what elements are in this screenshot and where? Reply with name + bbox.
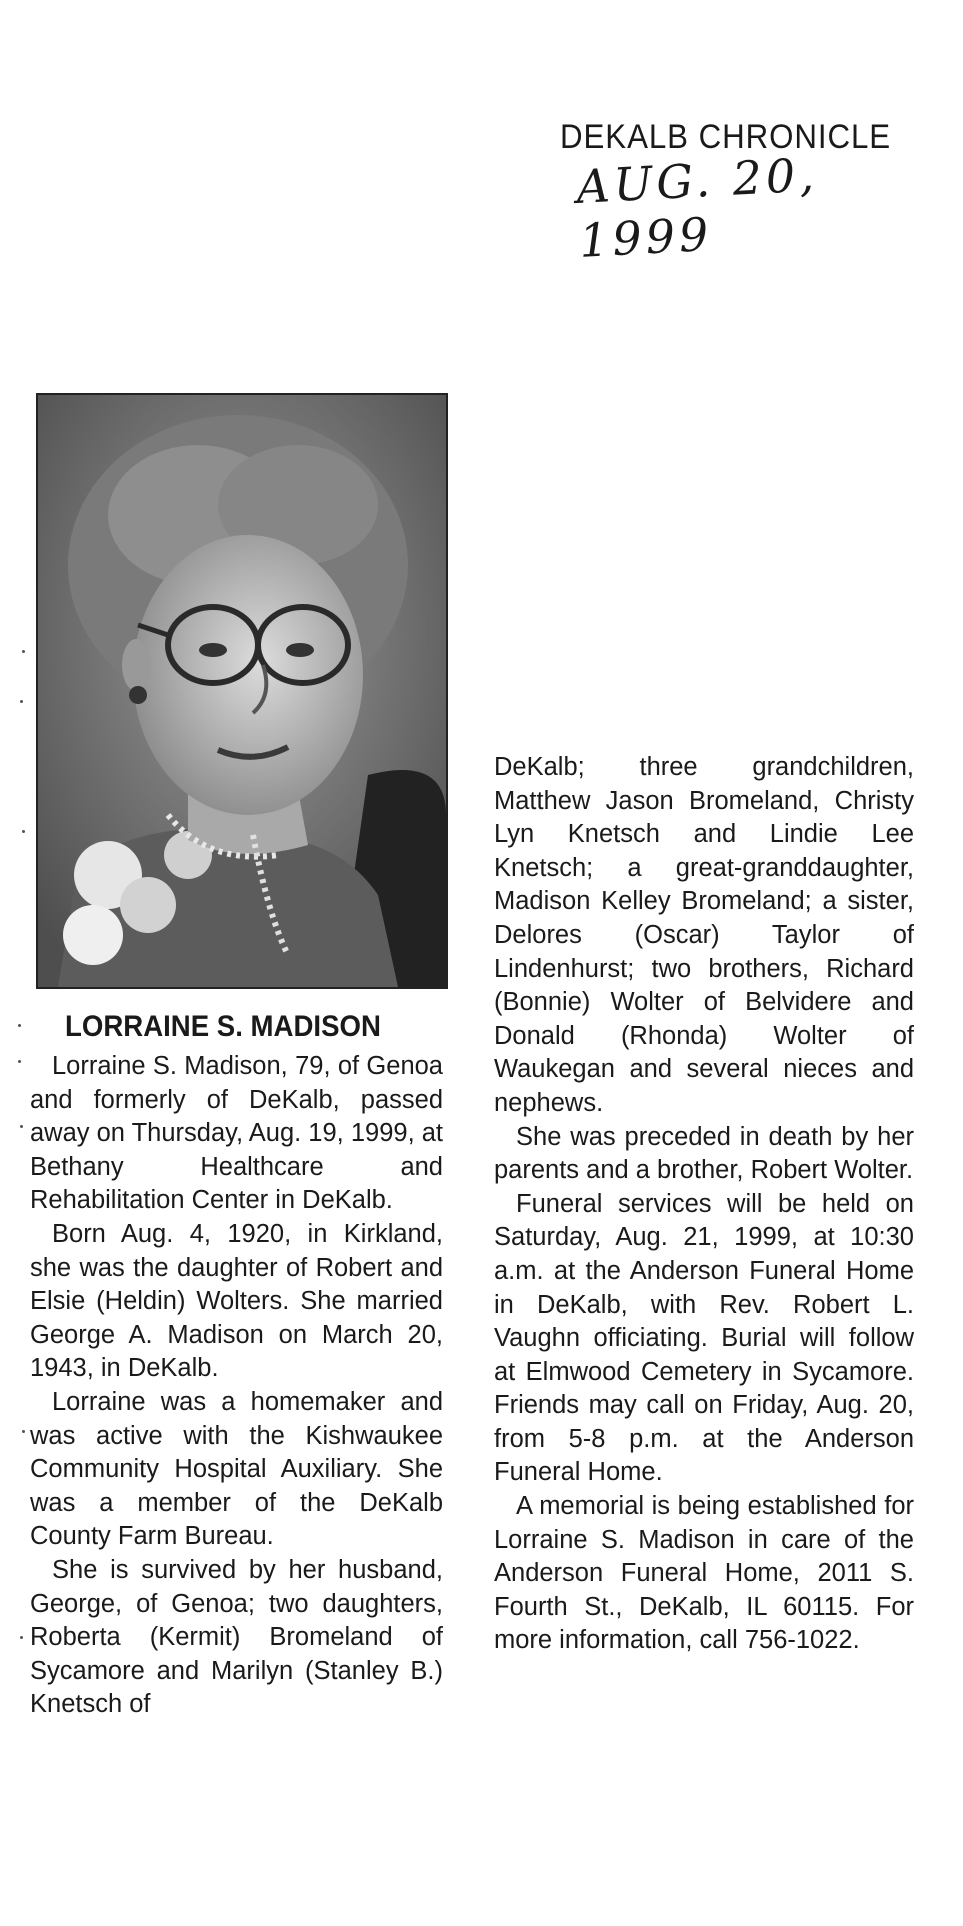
paragraph: She is survived by her husband, George, of Genoa; two daughters, Roberta (Kermit) Bromeland of Sycamore and Marilyn (Stanley B.) Knetsch of — [30, 1555, 443, 1719]
paragraph: Lorraine S. Madison, 79, of Genoa and formerly of DeKalb, passed away on Thursday, Aug. 19, 1999, at Bethany Healthcare and Rehabilitation Center in DeKalb. — [30, 1052, 444, 1215]
publication-name: DEKALB CHRONICLE — [560, 118, 892, 156]
obituary-title: LORRAINE S. MADISON — [65, 1010, 381, 1043]
paragraph: Born Aug. 4, 1920, in Kirkland, she was the daughter of Robert and Elsie (Heldin) Wolters. She married George A. Madison on March 20, 1943, in DeKalb. — [30, 1219, 443, 1383]
scan-speck — [18, 1024, 21, 1027]
portrait-illustration — [38, 395, 446, 987]
portrait-photo — [36, 393, 448, 989]
handwritten-date: AUG. 20, 1999 — [575, 147, 819, 268]
scan-speck — [20, 1636, 23, 1639]
left-column — [30, 1050, 443, 1722]
right-column — [494, 751, 914, 1658]
scan-speck — [22, 830, 25, 833]
scan-speck — [20, 700, 23, 703]
scan-speck — [22, 1430, 25, 1433]
paragraph: DeKalb; three grandchildren, Matthew Jason Bromeland, Christy Lyn Knetsch and Lindie Lee Knetsch; a great-granddaughter, Madison Kelley Bromeland; a sister, Delores (Oscar) Taylor of Lindenhurst; two brothers, Richard (Bonnie) Wolter of Belvidere and Donald (Rhonda) Wolter of Waukegan and several nieces and nephews. — [494, 753, 914, 1117]
paragraph: A memorial is being established for Lorraine S. Madison in care of the Anderson Funeral Home, 2011 S. Fourth St., DeKalb, IL 60115. For more information, call 756-1022. — [494, 1492, 914, 1655]
scan-speck — [18, 1060, 21, 1063]
scan-speck — [20, 1125, 23, 1128]
scan-speck — [22, 650, 25, 653]
paragraph: Lorraine was a homemaker and was active with the Kishwaukee Community Hospital Auxiliary. She was a member of the DeKalb County Farm Bureau. — [30, 1387, 443, 1551]
paragraph: She was preceded in death by her parents and a brother, Robert Wolter. — [494, 1122, 914, 1185]
paragraph: Funeral services will be held on Saturday, Aug. 21, 1999, at 10:30 a.m. at the Anderson Funeral Home in DeKalb, with Rev. Robert L. Vaughn officiating. Burial will follow at Elmwood Cemetery in Sycamore. Friends may call on Friday, Aug. 20, from 5-8 p.m. at the Anderson Funeral Home. — [494, 1189, 914, 1487]
